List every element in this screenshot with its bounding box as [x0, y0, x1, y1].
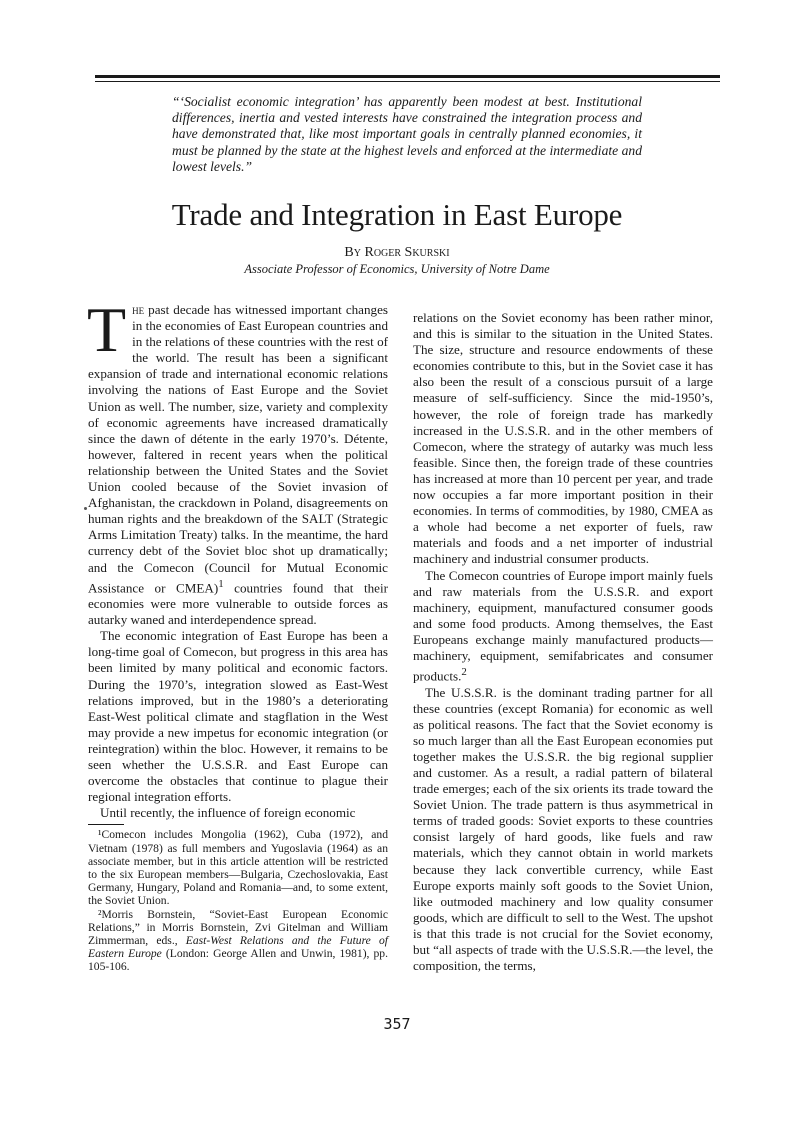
left-column [87, 294, 388, 974]
paragraph-comecon-trade-text: The Comecon countries of Europe import mainly fuels and raw materials from the U.S.S.R. and export machinery, equipment, manufactured consumer goods and some food products. Among themselves, the East Europeans exchange mainly manufactured products—machinery, equipment, semifabricates and consumer products. [413, 567, 713, 684]
article-title: Trade and Integration in East Europe [171, 197, 623, 232]
header-rule-thick [95, 75, 720, 78]
footnote-ref-1: 1 [218, 577, 224, 590]
footnote-1: ¹Comecon includes Mongolia (1962), Cuba (1972), and Vietnam (1978) as full members and Yugoslavia (1964) as an associate member, but in this article attention will be restricted to the six European members—Bulgaria, Czechoslovakia, East Germany, Hungary, Poland and Romania—and, to some extent, the Soviet Union. [88, 828, 388, 908]
footnote-2-citation: (London: George Allen and Unwin, 1981), pp. 105-106. [88, 947, 388, 974]
footnote-2-book-title: East-West Relations and the Future of Eastern Europe [88, 933, 388, 961]
paragraph-foreign-influence-start: Until recently, the influence of foreign economic [100, 805, 356, 821]
footnote-divider [88, 824, 124, 825]
author-byline: By Roger Skurski [344, 245, 450, 260]
paragraph-intro-text: past decade has witnessed important changes in the economies of East European countries and in the relations of these countries with the rest of the world. The result has been a significant expansion of trade and international economic relations involving the nations of East Europe and the Soviet Union as well. The number, size, variety and complexity of economic agreements have increased dramatically since the dawn of détente in the early 1970’s. Détente, however, faltered in recent years when the political relationship between the United States and the Soviet Union cooled because of the Soviet invasion of Afghanistan, the crackdown in Poland, disagreements on human rights and the breakdown of the SALT (Strategic Arms Limitation Treaty) talks. In the meantime, the hard currency debt of the Soviet bloc shot up dramatically; and the Comecon (Council for Mutual Economic Assistance or CMEA) [88, 302, 388, 595]
lead-in-text: he [132, 302, 145, 317]
footnotes [88, 828, 388, 973]
paragraph-ussr-dominance: The U.S.S.R. is the dominant trading partner for all these countries (except Romania) for economic as well as political reasons. The fact that the Soviet economy is so much larger than all the East European economies put together makes the U.S.S.R. the big regional supplier and customer. As a result, a radial pattern of bilateral trade emerges; each of the six orients its trade toward the Soviet Union. The trade pattern is thus asymmetrical in terms of traded goods: Soviet exports to these countries consist largely of hard goods, like fuels and raw materials, which they cannot obtain in world markets because they lack convertible currency, while East Europe exports mainly soft goods to the Soviet Union, like outmoded machinery and low quality consumer goods, which are difficult to sell to the West. The upshot is that this trade is not crucial for the Soviet economy, but “all aspects of trade with the U.S.S.R.—the level, the composition, the terms, [413, 684, 713, 974]
paragraph-comecon-trade [413, 568, 713, 685]
margin-mark [84, 507, 87, 510]
paragraph-intro-end: countries found that their economies were more vulnerable to outside forces as autarky waned and interdependence spread. [88, 579, 388, 628]
paragraph-intro [87, 294, 388, 628]
epigraph-quote: “‘Socialist economic integration’ has apparently been modest at best. Institutional differences, inertia and vested interests have constrained the integration process and have demonstrated that, like most important goals in centrally planned economies, it must be planned by the state at the highest levels and enforced at the intermediate and lowest levels.” [172, 94, 642, 174]
paragraph-integration: The economic integration of East Europe has been a long-time goal of Comecon, but progress in this area has been limited by many political and economic factors. During the 1970’s, integration slowed as East-West relations improved, but in the 1980’s a deteriorating East-West political climate and stagflation in the West may provide a new impetus for economic integration (or reintegration) within the bloc. However, it remains to be seen whether the U.S.S.R. and East Europe can overcome the obstacles that continue to plague their regional integration efforts. [88, 628, 388, 805]
right-column [413, 310, 713, 974]
page-number: 357 [383, 1015, 411, 1033]
footnote-2-text: ²Morris Bornstein, “Soviet-East European Economic Relations,” in Morris Bornstein, Zvi Gitelman and William Zimmerman, eds., [88, 907, 388, 947]
drop-cap: T [87, 294, 127, 365]
footnote-ref-2: 2 [461, 666, 467, 679]
paragraph-foreign-influence: relations on the Soviet economy has been rather minor, and this is similar to the situation in the United States. The size, structure and resource endowments of these economies contribute to this, but in the Soviet case it has also been the result of a conscious pursuit of a large measure of self-sufficiency. Since the mid-1950’s, however, the role of foreign trade has markedly increased in the U.S.S.R. and in the other members of Comecon, where the strategy of autarky was much less feasible. Since then, the foreign trade of these countries has increased at more than 10 percent per year, and trade now occupies a far more important position in their economies. In terms of commodities, by 1980, CMEA as a whole had become a net exporter of fuels, raw materials and foods and a net importer of industrial machinery and industrial consumer products. [413, 310, 713, 567]
footnote-2 [88, 908, 388, 974]
author-affiliation: Associate Professor of Economics, University of Notre Dame [244, 262, 550, 276]
header-rule-thin [95, 81, 720, 82]
